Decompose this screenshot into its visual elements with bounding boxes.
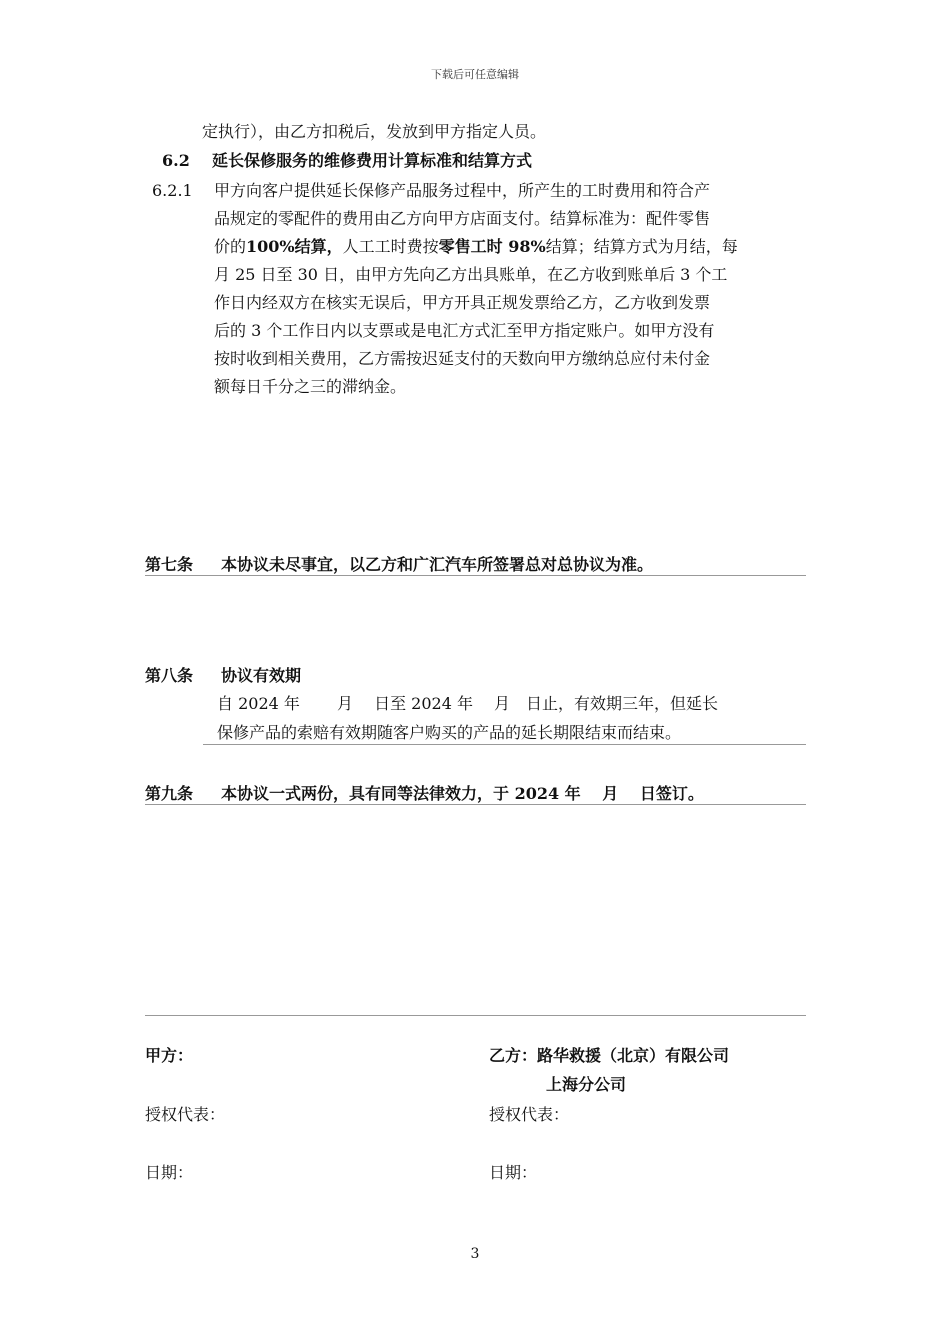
clause-6-2-1-body bbox=[214, 177, 738, 401]
article-7-text: 本协议未尽事宜，以乙方和广汇汽车所签署总对总协议为准。 bbox=[221, 555, 654, 574]
text-run: 价的 bbox=[214, 237, 247, 256]
party-b-representative: 授权代表： bbox=[489, 1105, 570, 1124]
continued-line: 定执行），由乙方扣税后，发放到甲方指定人员。 bbox=[202, 122, 547, 141]
clause-line: 月 25 日至 30 日，由甲方先向乙方出具账单，在乙方收到账单后 3 个工 bbox=[214, 265, 728, 284]
article-8-title: 协议有效期 bbox=[221, 666, 302, 685]
clause-line: 后的 3 个工作日内以支票或是电汇方式汇至甲方指定账户。如甲方没有 bbox=[214, 321, 715, 340]
party-a-representative: 授权代表： bbox=[145, 1105, 226, 1124]
party-b-branch: 上海分公司 bbox=[546, 1075, 627, 1094]
section-6-2-title: 延长保修服务的维修费用计算标准和结算方式 bbox=[212, 151, 533, 170]
bold-run: 100%结算， bbox=[246, 237, 343, 256]
article-9-text: 本协议一式两份，具有同等法律效力，于 2024 年 月 日签订。 bbox=[221, 784, 704, 803]
article-8-number: 第八条 bbox=[145, 666, 194, 685]
article-7-rule bbox=[145, 575, 806, 576]
party-a-label: 甲方： bbox=[145, 1046, 194, 1065]
article-7-number: 第七条 bbox=[145, 555, 194, 574]
article-8-rule bbox=[203, 744, 806, 745]
page-header: 下载后可任意编辑 bbox=[431, 68, 519, 81]
page-number: 3 bbox=[470, 1246, 480, 1262]
party-b-label: 乙方：路华救援（北京）有限公司 bbox=[489, 1046, 730, 1065]
article-9-rule bbox=[145, 804, 806, 805]
clause-line-mixed bbox=[214, 233, 738, 261]
clause-line: 按时收到相关费用，乙方需按迟延支付的天数向甲方缴纳总应付未付金 bbox=[214, 349, 711, 368]
party-a-date: 日期： bbox=[145, 1163, 194, 1182]
text-run: 人工工时费按 bbox=[342, 237, 439, 256]
section-6-2-number: 6.2 bbox=[162, 151, 190, 170]
article-8-line-1: 自 2024 年 月 日至 2024 年 月 日止，有效期三年，但延长 bbox=[217, 694, 719, 713]
clause-6-2-1-number: 6.2.1 bbox=[152, 181, 193, 200]
article-9-number: 第九条 bbox=[145, 784, 194, 803]
signature-separator bbox=[145, 1015, 806, 1016]
clause-line: 品规定的零配件的费用由乙方向甲方店面支付。结算标准为：配件零售 bbox=[214, 209, 711, 228]
clause-line: 额每日千分之三的滞纳金。 bbox=[214, 377, 407, 396]
clause-line: 作日内经双方在核实无误后，甲方开具正规发票给乙方，乙方收到发票 bbox=[214, 293, 711, 312]
clause-line: 甲方向客户提供延长保修产品服务过程中，所产生的工时费用和符合产 bbox=[214, 181, 711, 200]
text-run: 结算；结算方式为月结，每 bbox=[545, 237, 738, 256]
article-8-line-2: 保修产品的索赔有效期随客户购买的产品的延长期限结束而结束。 bbox=[217, 723, 682, 742]
bold-run: 零售工时 98% bbox=[438, 237, 546, 256]
party-b-date: 日期： bbox=[489, 1163, 538, 1182]
